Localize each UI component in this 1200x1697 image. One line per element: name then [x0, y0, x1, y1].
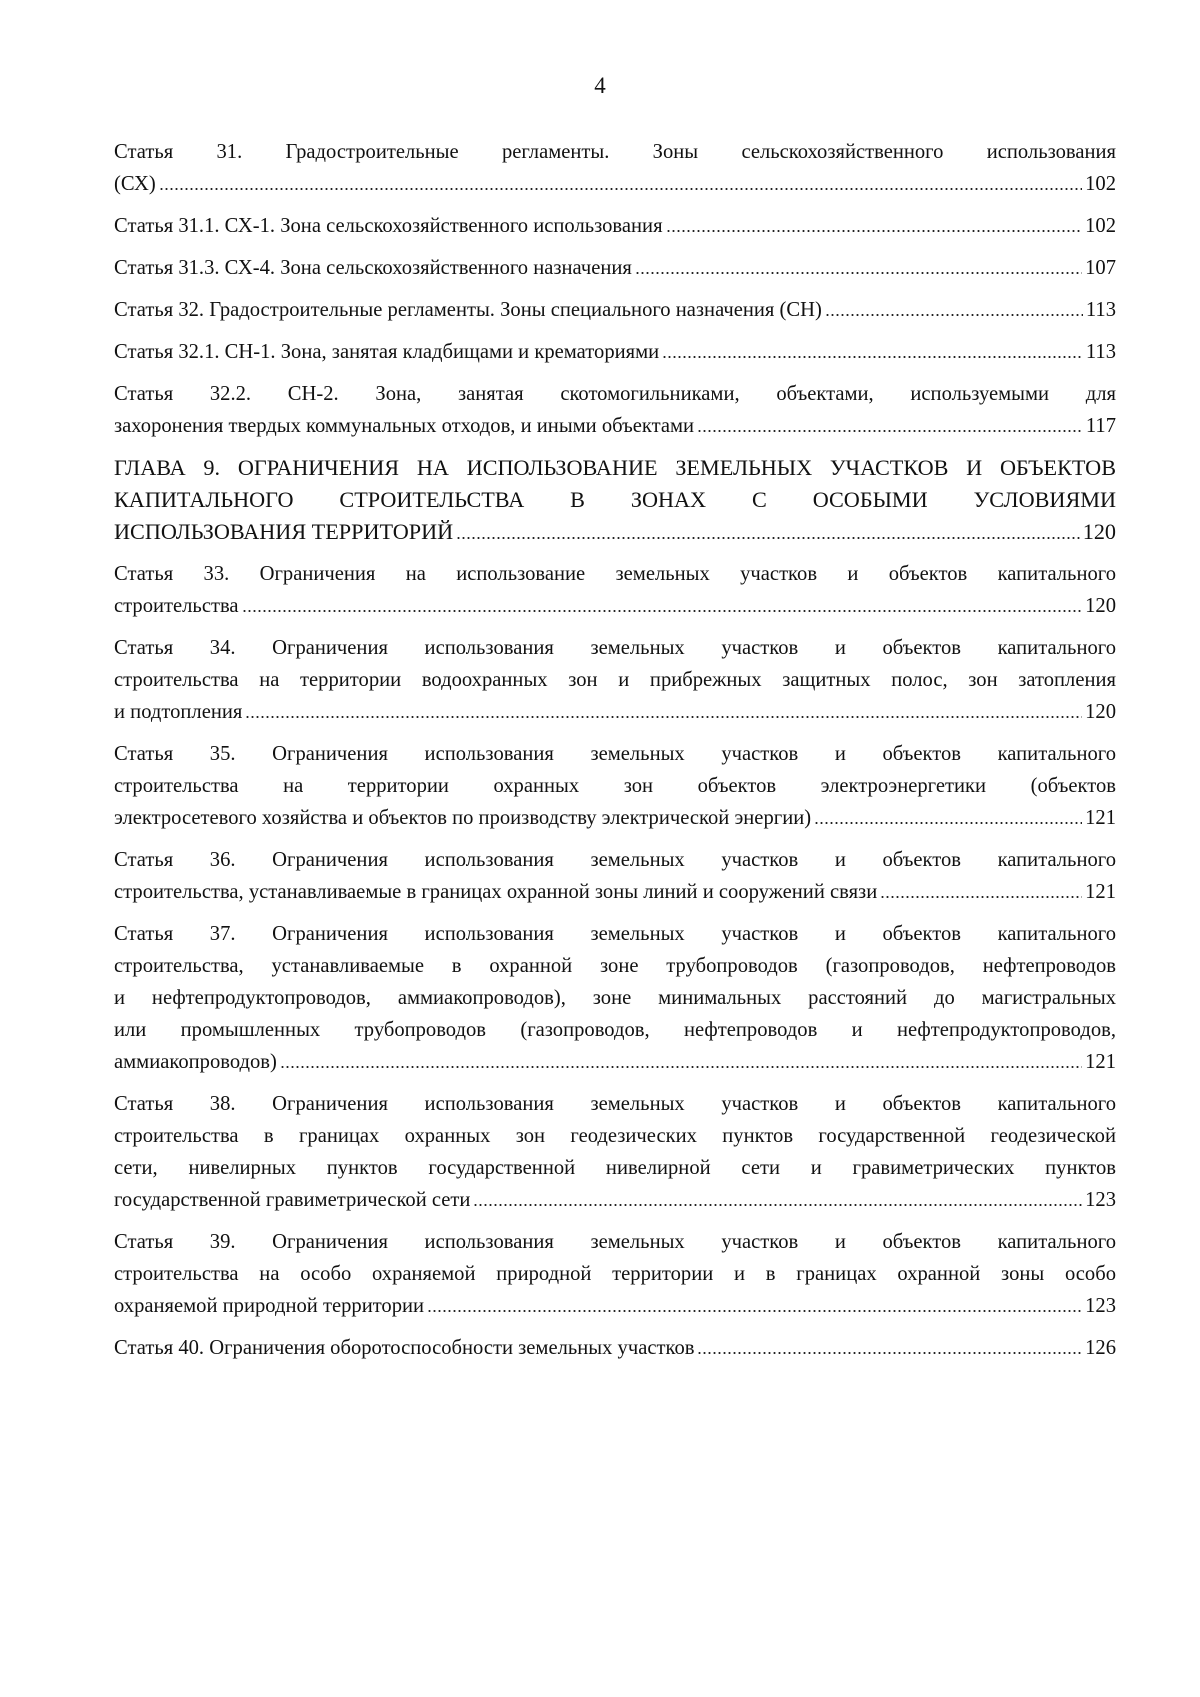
dot-leader — [427, 1292, 1082, 1313]
toc-entry-line: Статья 31. Градостроительные регламенты. Зоны сельскохозяйственного использования — [114, 141, 1116, 163]
toc-entry-line: строительства на территории охранных зон объектов электроэнергетики (объектов — [114, 775, 1116, 797]
toc-page-ref: 117 — [1085, 415, 1116, 437]
toc-entry[interactable] — [114, 918, 1116, 1078]
toc-entry-last-line — [114, 410, 1116, 442]
toc-page-ref: 102 — [1085, 215, 1116, 237]
toc-entry[interactable] — [114, 738, 1116, 834]
toc-entry[interactable] — [114, 336, 1116, 368]
toc-entry-last-line — [114, 1184, 1116, 1216]
toc-page-ref: 120 — [1085, 595, 1116, 617]
dot-leader — [635, 254, 1082, 275]
dot-leader — [662, 338, 1083, 359]
toc-entry-last-line — [114, 168, 1116, 200]
toc-chapter-entry[interactable] — [114, 452, 1116, 548]
toc-entry-title-end: ИСПОЛЬЗОВАНИЯ ТЕРРИТОРИЙ — [114, 519, 454, 544]
toc-entry-last-line — [114, 802, 1116, 834]
toc-entry-last-line — [114, 696, 1116, 728]
dot-leader — [280, 1048, 1082, 1069]
toc-entry-line: строительства в границах охранных зон геодезических пунктов государственной геодезической — [114, 1125, 1116, 1147]
toc-entry[interactable] — [114, 294, 1116, 326]
toc-entry-title-end: и подтопления — [114, 701, 243, 723]
toc-entry-line: Статья 35. Ограничения использования земельных участков и объектов капитального — [114, 743, 1116, 765]
toc-entry-last-line — [114, 590, 1116, 622]
toc-entry[interactable] — [114, 1332, 1116, 1364]
toc-entry-last-line — [114, 1332, 1116, 1364]
toc-entry-title-end: захоронения твердых коммунальных отходов, и иными объектами — [114, 415, 695, 437]
toc-page-ref: 113 — [1085, 341, 1116, 363]
dot-leader — [242, 592, 1083, 613]
toc-entry-line: КАПИТАЛЬНОГО СТРОИТЕЛЬСТВА В ЗОНАХ С ОСОБЫМИ УСЛОВИЯМИ — [114, 487, 1116, 512]
toc-entry[interactable] — [114, 252, 1116, 284]
toc-page-ref: 120 — [1085, 701, 1116, 723]
toc-entry[interactable] — [114, 210, 1116, 242]
toc-entry-line: строительства, устанавливаемые в охранной зоне трубопроводов (газопроводов, нефтепроводов — [114, 955, 1116, 977]
toc-entry-line: строительства на территории водоохранных зон и прибрежных защитных полос, зон затопления — [114, 669, 1116, 691]
toc-entry-title-end: (СХ) — [114, 173, 156, 195]
toc-page-ref: 123 — [1085, 1295, 1116, 1317]
toc-entry-line: Статья 39. Ограничения использования земельных участков и объектов капитального — [114, 1231, 1116, 1253]
dot-leader — [814, 804, 1082, 825]
toc-entry-line: и нефтепродуктопроводов, аммиакопроводов), зоне минимальных расстояний до магистральных — [114, 987, 1116, 1009]
toc-entry-title-end: электросетевого хозяйства и объектов по производству электрической энергии) — [114, 807, 812, 829]
toc-entry-line: сети, нивелирных пунктов государственной нивелирной сети и гравиметрических пунктов — [114, 1157, 1116, 1179]
table-of-contents — [114, 136, 1116, 1364]
toc-page-ref: 120 — [1082, 519, 1116, 544]
toc-entry-last-line — [114, 876, 1116, 908]
toc-page-ref: 102 — [1085, 173, 1116, 195]
toc-entry-title-end: аммиакопроводов) — [114, 1051, 277, 1073]
toc-page-ref: 121 — [1085, 1051, 1116, 1073]
dot-leader — [880, 878, 1082, 899]
toc-entry-line: Статья 32.2. СН-2. Зона, занятая скотомогильниками, объектами, используемыми для — [114, 383, 1116, 405]
toc-page-ref: 126 — [1085, 1337, 1116, 1359]
dot-leader — [697, 1334, 1082, 1355]
toc-entry-title-end: Статья 32.1. СН-1. Зона, занятая кладбищами и крематориями — [114, 341, 660, 363]
toc-entry[interactable] — [114, 378, 1116, 442]
toc-entry-line: Статья 38. Ограничения использования земельных участков и объектов капитального — [114, 1093, 1116, 1115]
toc-entry-line: строительства на особо охраняемой природной территории и в границах охранной зоны особо — [114, 1263, 1116, 1285]
toc-entry-last-line — [114, 1290, 1116, 1322]
toc-entry[interactable] — [114, 558, 1116, 622]
toc-entry-title-end: Статья 32. Градостроительные регламенты. Зоны специального назначения (СН) — [114, 299, 822, 321]
toc-page-ref: 121 — [1085, 807, 1116, 829]
toc-entry-last-line — [114, 252, 1116, 284]
dot-leader — [697, 412, 1083, 433]
toc-entry-title-end: охраняемой природной территории — [114, 1295, 425, 1317]
dot-leader — [245, 698, 1082, 719]
toc-entry-line: или промышленных трубопроводов (газопроводов, нефтепроводов и нефтепродуктопроводов, — [114, 1019, 1116, 1041]
toc-entry-title-end: Статья 31.1. СХ-1. Зона сельскохозяйственного использования — [114, 215, 663, 237]
dot-leader — [666, 212, 1083, 233]
dot-leader — [473, 1186, 1082, 1207]
toc-entry-last-line — [114, 210, 1116, 242]
toc-entry-line: Статья 36. Ограничения использования земельных участков и объектов капитального — [114, 849, 1116, 871]
toc-entry-line: Статья 37. Ограничения использования земельных участков и объектов капитального — [114, 923, 1116, 945]
toc-entry-title-end: строительства, устанавливаемые в границах охранной зоны линий и сооружений связи — [114, 881, 878, 903]
toc-page-ref: 123 — [1085, 1189, 1116, 1211]
toc-entry-line: Статья 33. Ограничения на использование земельных участков и объектов капитального — [114, 563, 1116, 585]
toc-page-ref: 107 — [1085, 257, 1116, 279]
toc-entry[interactable] — [114, 1088, 1116, 1216]
toc-entry-line: ГЛАВА 9. ОГРАНИЧЕНИЯ НА ИСПОЛЬЗОВАНИЕ ЗЕМЕЛЬНЫХ УЧАСТКОВ И ОБЪЕКТОВ — [114, 455, 1116, 480]
toc-entry-title-end: Статья 40. Ограничения оборотоспособности земельных участков — [114, 1337, 695, 1359]
toc-page-ref: 113 — [1085, 299, 1116, 321]
dot-leader — [159, 170, 1082, 191]
dot-leader — [456, 518, 1080, 540]
toc-entry-last-line — [114, 516, 1116, 548]
toc-page-ref: 121 — [1085, 881, 1116, 903]
toc-entry[interactable] — [114, 136, 1116, 200]
toc-entry-line: Статья 34. Ограничения использования земельных участков и объектов капитального — [114, 637, 1116, 659]
toc-entry[interactable] — [114, 844, 1116, 908]
toc-entry-last-line — [114, 294, 1116, 326]
toc-entry[interactable] — [114, 1226, 1116, 1322]
toc-entry-last-line — [114, 1046, 1116, 1078]
toc-entry-title-end: государственной гравиметрической сети — [114, 1189, 471, 1211]
page-number: 4 — [594, 73, 606, 98]
toc-entry-title-end: Статья 31.3. СХ-4. Зона сельскохозяйственного назначения — [114, 257, 632, 279]
toc-entry[interactable] — [114, 632, 1116, 728]
toc-entry-title-end: строительства — [114, 595, 239, 617]
dot-leader — [825, 296, 1083, 317]
toc-entry-last-line — [114, 336, 1116, 368]
